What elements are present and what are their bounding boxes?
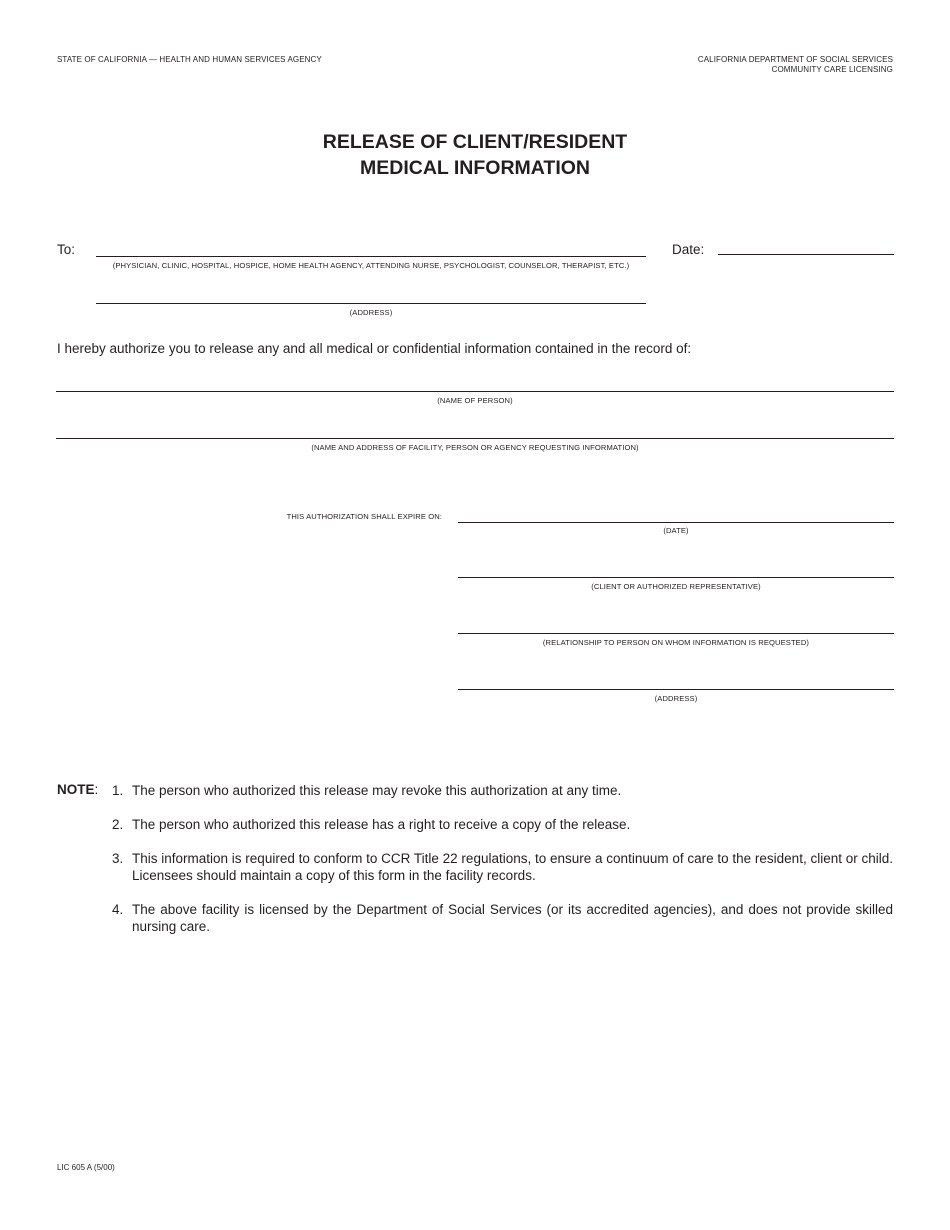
provider-address-field[interactable] <box>96 286 646 302</box>
provider-address-caption: (ADDRESS) <box>349 308 393 317</box>
notes-list <box>112 782 893 952</box>
note-label-colon: : <box>94 782 99 797</box>
provider-address-line <box>96 303 646 304</box>
note-item <box>112 901 893 935</box>
person-name-field[interactable] <box>56 374 894 390</box>
authorization-statement: I hereby authorize you to release any and all medical or confidential information contained in the record of: <box>57 341 692 356</box>
representative-address-line <box>458 689 894 690</box>
note-text: The person who authorized this release has a right to receive a copy of the release. <box>132 817 631 832</box>
expiration-date-line <box>458 522 894 523</box>
provider-field[interactable] <box>96 239 646 255</box>
note-text: The above facility is licensed by the Department of Social Services (or its accredited agencies), and does not provide skilled nursing care. <box>132 902 893 934</box>
person-name-caption: (NAME OF PERSON) <box>437 396 513 405</box>
department-name: CALIFORNIA DEPARTMENT OF SOCIAL SERVICES <box>697 55 893 64</box>
form-title <box>0 129 950 181</box>
agency-header-right <box>698 55 893 75</box>
note-text: The person who authorized this release may revoke this authorization at any time. <box>132 783 622 798</box>
form-title-line1: RELEASE OF CLIENT/RESIDENT <box>322 131 628 153</box>
signature-line <box>458 577 894 578</box>
note-text: This information is required to conform to CCR Title 22 regulations, to ensure a continuum of care to the resident, client or child. Licensees should maintain a copy of this form in the facility records. <box>132 851 893 883</box>
note-item <box>112 782 893 799</box>
form-title-line2: MEDICAL INFORMATION <box>359 157 590 179</box>
facility-field[interactable] <box>56 421 894 437</box>
facility-line <box>56 438 894 439</box>
note-item <box>112 816 893 833</box>
relationship-caption: (RELATIONSHIP TO PERSON ON WHOM INFORMATION IS REQUESTED) <box>542 638 810 647</box>
agency-header-left: STATE OF CALIFORNIA — HEALTH AND HUMAN SERVICES AGENCY <box>57 55 322 64</box>
date-line <box>718 254 894 255</box>
note-label-text: NOTE <box>57 782 95 797</box>
expiration-date-field[interactable] <box>458 505 894 521</box>
provider-caption: (PHYSICIAN, CLINIC, HOSPITAL, HOSPICE, HOME HEALTH AGENCY, ATTENDING NURSE, PSYCHOLOGIST, COUNSELOR, THERAPIST, ETC.) <box>112 261 630 270</box>
division-name: COMMUNITY CARE LICENSING <box>771 65 893 74</box>
to-label: To: <box>57 242 76 257</box>
facility-caption: (NAME AND ADDRESS OF FACILITY, PERSON OR AGENCY REQUESTING INFORMATION) <box>311 443 639 452</box>
signature-field[interactable] <box>458 560 894 576</box>
note-number: 4. <box>112 902 124 917</box>
expiration-label: THIS AUTHORIZATION SHALL EXPIRE ON: <box>286 512 442 521</box>
relationship-line <box>458 633 894 634</box>
note-item <box>112 850 893 884</box>
representative-address-caption: (ADDRESS) <box>654 694 698 703</box>
relationship-field[interactable] <box>458 616 894 632</box>
note-label <box>57 782 98 797</box>
date-field[interactable] <box>718 237 894 253</box>
note-number: 1. <box>112 783 124 798</box>
note-number: 3. <box>112 851 124 866</box>
provider-line <box>96 256 646 257</box>
expiration-date-caption: (DATE) <box>663 526 689 535</box>
representative-address-field[interactable] <box>458 672 894 688</box>
note-number: 2. <box>112 817 124 832</box>
person-name-line <box>56 391 894 392</box>
signature-caption: (CLIENT OR AUTHORIZED REPRESENTATIVE) <box>591 582 761 591</box>
date-label: Date: <box>672 242 705 257</box>
form-number: LIC 605 A (5/00) <box>57 1163 115 1172</box>
